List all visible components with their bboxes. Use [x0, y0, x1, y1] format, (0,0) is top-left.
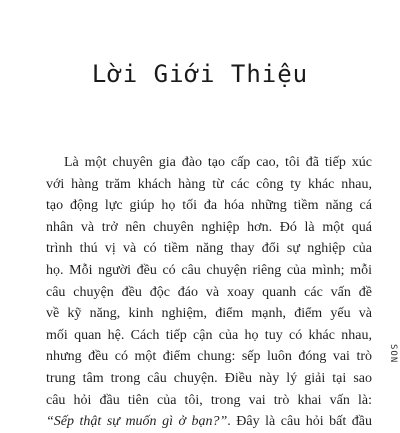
paragraph-line: trung tâm trong câu chuyện. Điều này lý giải tại sao: [46, 370, 372, 386]
paragraph-line: với hàng trăm khách hàng từ các công ty khác nhau,: [46, 176, 372, 192]
paragraph-line: nhân và trở nên chuyên nghiệp hơn. Đó là một quá: [46, 219, 372, 235]
italic-question: “Sếp thật sự muốn gì ở bạn?”: [46, 414, 228, 430]
paragraph-line: họ. Mỗi người đều có câu chuyện riêng của mình; mỗi: [46, 262, 372, 278]
paragraph-line: tạo động lực giúp họ tối đa hóa những tiềm năng cá: [46, 198, 372, 214]
paragraph-line-rest: . Đây là câu hỏi bất đầu: [227, 414, 373, 430]
chapter-title: Lời Giới Thiệu: [91, 60, 309, 88]
side-label-text: SON: [388, 344, 398, 364]
side-label: [386, 344, 400, 400]
paragraph-line: mối quan hệ. Cách tiếp cận của họ tuy có khác nhau,: [46, 327, 372, 343]
paragraph-line: về kỹ năng, kinh nghiệm, điểm mạnh, điểm yếu và: [46, 306, 372, 322]
paragraph-line: nhưng đều có một điểm chung: sếp luôn đóng vai trò: [46, 349, 372, 365]
paragraph-line: trình thú vị và có tiềm năng thay đổi sự nghiệp của: [46, 241, 372, 257]
paragraph-line-last: [46, 411, 372, 433]
paragraph-line: Là một chuyên gia đào tạo cấp cao, tôi đã tiếp xúc: [64, 155, 372, 170]
paragraph-line: câu hỏi đầu tiên của tôi, trong vai trò khai vấn là:: [46, 392, 372, 408]
body-paragraph: [46, 152, 372, 433]
paragraph-line: câu chuyện đều độc đáo và xoay quanh các vấn đề: [46, 284, 372, 300]
